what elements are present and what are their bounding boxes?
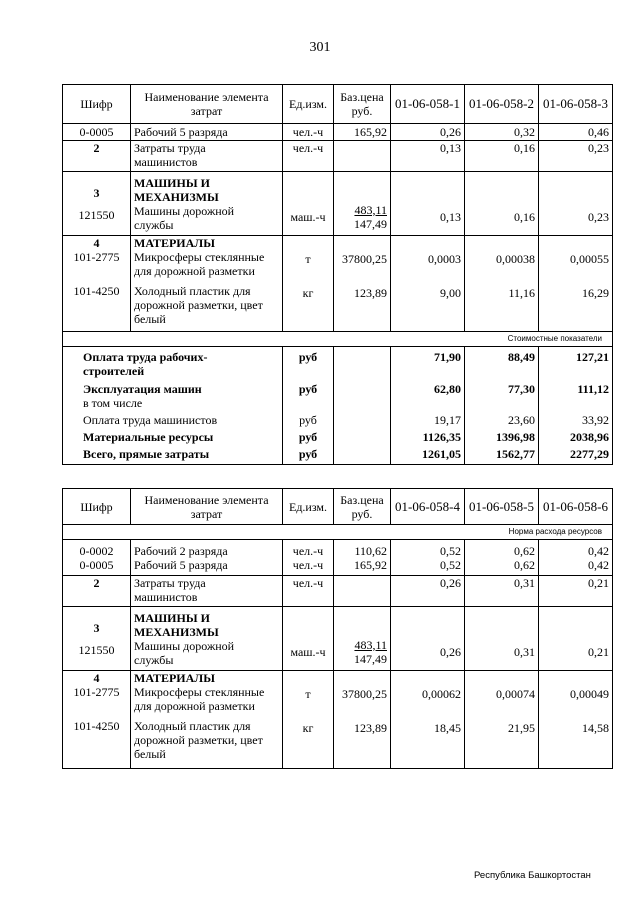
table-row [63, 576, 613, 607]
section-number: 4 [93, 671, 100, 685]
norm-note-row [63, 525, 613, 540]
summary-value: 71,90 [434, 350, 461, 364]
row-price: 165,92 [334, 124, 391, 141]
row-unit: чел.-ч [283, 124, 334, 141]
row-code: 2 [63, 576, 131, 607]
row-value-1: 0,13 [391, 141, 465, 172]
value-line: 0,0003 [428, 252, 461, 266]
value-line: 0,00074 [496, 687, 535, 701]
header-col-2: 01-06-058-2 [465, 85, 539, 124]
table-header-row [63, 489, 613, 525]
row-unit: маш.-ч [283, 172, 334, 236]
price-line: 483,11 [354, 637, 387, 652]
table-row [63, 607, 613, 671]
value-line: 16,29 [582, 286, 609, 300]
row-value-1 [391, 540, 465, 576]
summary-units [283, 347, 334, 465]
value-line: 9,00 [440, 286, 461, 300]
row-name-line: Микросферы стеклянные [134, 250, 265, 264]
price-line: 483,11 [354, 202, 387, 217]
summary-value: 77,30 [508, 382, 535, 396]
price-line: 165,92 [354, 557, 387, 572]
row-code [63, 172, 131, 236]
row-price [334, 540, 391, 576]
table-header-row [63, 85, 613, 124]
value-line: 18,45 [434, 721, 461, 735]
section-number: 3 [93, 185, 100, 200]
row-value-2: 0,32 [465, 124, 539, 141]
header-price: Баз.цена руб. [334, 489, 391, 525]
summary-col-1 [391, 347, 465, 465]
header-col-1: 01-06-058-4 [391, 489, 465, 525]
table-row [63, 141, 613, 172]
row-value-3: 0,46 [539, 124, 613, 141]
row-price [334, 576, 391, 607]
resource-code: 101-2775 [73, 685, 120, 699]
row-name-line: Затраты труда [134, 576, 206, 590]
row-name-line: Микросферы стеклянные [134, 685, 265, 699]
summary-value: 33,92 [582, 413, 609, 427]
cost-note: Стоимостные показатели [63, 332, 613, 347]
value-line: 21,95 [508, 721, 535, 735]
row-name-line: Холодный пластик для [134, 719, 251, 733]
row-code [63, 236, 131, 332]
unit-line: т [305, 687, 311, 701]
row-value-2 [465, 540, 539, 576]
header-name: Наименование элемента затрат [131, 489, 283, 525]
value-line: 14,58 [582, 721, 609, 735]
summary-col-2 [465, 347, 539, 465]
summary-value: 127,21 [576, 350, 609, 364]
header-price: Баз.цена руб. [334, 85, 391, 124]
section-title: МАШИНЫ И [134, 610, 210, 625]
price-line: 37800,25 [342, 252, 387, 266]
summary-value: 1261,05 [422, 447, 461, 461]
summary-value: 2038,96 [570, 430, 609, 444]
section-title: МАТЕРИАЛЫ [134, 671, 215, 685]
row-price [334, 236, 391, 332]
summary-col-3 [539, 347, 613, 465]
row-price [334, 172, 391, 236]
row-price [334, 607, 391, 671]
summary-value: 1396,98 [496, 430, 535, 444]
price-line: 123,89 [354, 286, 387, 300]
summary-names [63, 347, 283, 465]
summary-value: 1562,77 [496, 447, 535, 461]
value-line: 11,16 [508, 286, 535, 300]
section-number: 4 [93, 236, 100, 250]
row-value-2 [465, 671, 539, 769]
row-value-3: 0,21 [539, 607, 613, 671]
row-unit [283, 671, 334, 769]
row-value-2: 0,16 [465, 141, 539, 172]
table-row [63, 124, 613, 141]
summary-unit: руб [298, 447, 318, 461]
price-line: 147,49 [354, 216, 387, 231]
row-value-2: 0,31 [465, 576, 539, 607]
row-name-line: Машины дорожной [134, 203, 235, 218]
row-value-1: 0,26 [391, 576, 465, 607]
summary-unit: руб [298, 350, 318, 364]
summary-value: 62,80 [434, 382, 461, 396]
unit-line: чел.-ч [292, 543, 324, 558]
row-code: 2 [63, 141, 131, 172]
section-title: МЕХАНИЗМЫ [134, 189, 219, 204]
price-line: 37800,25 [342, 687, 387, 701]
resource-table-2 [62, 488, 613, 769]
row-name-line: машинистов [134, 590, 198, 604]
row-value-3 [539, 540, 613, 576]
footer-region: Республика Башкортостан [474, 870, 591, 881]
table-row [63, 172, 613, 236]
value-line: 0,00049 [570, 687, 609, 701]
row-value-1: 0,26 [391, 124, 465, 141]
value-line: 0,62 [514, 543, 535, 558]
row-name-line: Рабочий 2 разряда [134, 543, 228, 558]
section-title: МАТЕРИАЛЫ [134, 236, 215, 250]
row-code: 0-0005 [63, 124, 131, 141]
row-name-line: Машины дорожной [134, 638, 235, 653]
row-name-line: для дорожной разметки [134, 264, 255, 278]
value-line: 0,00038 [496, 252, 535, 266]
table-row [63, 540, 613, 576]
row-name [131, 172, 283, 236]
resource-code: 101-4250 [73, 284, 120, 298]
value-line: 0,42 [588, 557, 609, 572]
cost-note-row [63, 332, 613, 347]
resource-code: 121550 [78, 642, 115, 657]
header-col-2: 01-06-058-5 [465, 489, 539, 525]
row-price [334, 141, 391, 172]
table-row [63, 671, 613, 769]
row-unit: чел.-ч [283, 576, 334, 607]
resource-code: 101-4250 [73, 719, 120, 733]
unit-line: кг [302, 286, 314, 300]
row-value-3: 0,23 [539, 141, 613, 172]
value-line: 0,00062 [422, 687, 461, 701]
section-number: 3 [93, 620, 100, 635]
row-name: Рабочий 5 разряда [131, 124, 283, 141]
summary-label: строителей [83, 364, 145, 378]
row-name [131, 576, 283, 607]
row-value-1 [391, 671, 465, 769]
row-name-line: службы [134, 217, 174, 232]
row-name-line: службы [134, 652, 174, 667]
summary-label: Оплата труда рабочих- [83, 350, 208, 364]
resource-code: 121550 [78, 207, 115, 222]
resource-code: 101-2775 [73, 250, 120, 264]
row-unit: чел.-ч [283, 141, 334, 172]
summary-label: Оплата труда машинистов [83, 413, 218, 427]
row-unit [283, 540, 334, 576]
row-name [131, 141, 283, 172]
header-unit: Ед.изм. [283, 489, 334, 525]
summary-unit: руб [298, 382, 318, 396]
row-code [63, 671, 131, 769]
row-name-line: белый [134, 747, 166, 761]
header-col-1: 01-06-058-1 [391, 85, 465, 124]
unit-line: кг [302, 721, 314, 735]
page-number: 301 [309, 40, 331, 55]
row-name [131, 540, 283, 576]
row-name-line: Рабочий 5 разряда [134, 557, 228, 572]
summary-value: 19,17 [434, 413, 461, 427]
header-unit: Ед.изм. [283, 85, 334, 124]
header-code: Шифр [63, 489, 131, 525]
row-code [63, 607, 131, 671]
price-line: 110,62 [354, 543, 387, 558]
row-value-3 [539, 671, 613, 769]
row-value-2 [465, 236, 539, 332]
row-name [131, 236, 283, 332]
row-unit: маш.-ч [283, 607, 334, 671]
row-name-line: машинистов [134, 155, 198, 169]
price-line: 147,49 [354, 651, 387, 666]
row-value-2: 0,16 [465, 172, 539, 236]
summary-block [63, 347, 613, 465]
summary-label: Всего, прямые затраты [83, 447, 210, 461]
summary-unit: руб [298, 430, 318, 444]
price-line: 123,89 [354, 721, 387, 735]
row-name-line: дорожной разметки, цвет [134, 298, 263, 312]
row-name-line: Холодный пластик для [134, 284, 251, 298]
header-col-3: 01-06-058-3 [539, 85, 613, 124]
row-value-1: 0,13 [391, 172, 465, 236]
resource-code: 0-0002 [79, 543, 114, 558]
summary-value: 1126,35 [422, 430, 461, 444]
value-line: 0,52 [440, 543, 461, 558]
unit-line: чел.-ч [292, 557, 324, 572]
norm-note: Норма расхода ресурсов [63, 525, 613, 540]
section-title: МАШИНЫ И [134, 175, 210, 190]
resource-code: 0-0005 [79, 557, 114, 572]
value-line: 0,62 [514, 557, 535, 572]
summary-label: в том числе [83, 396, 143, 410]
header-name: Наименование элемента затрат [131, 85, 283, 124]
table-row [63, 236, 613, 332]
row-value-2: 0,31 [465, 607, 539, 671]
summary-value: 2277,29 [570, 447, 609, 461]
row-value-3 [539, 236, 613, 332]
row-name-line: Затраты труда [134, 141, 206, 155]
row-price [334, 671, 391, 769]
row-value-3: 0,23 [539, 172, 613, 236]
summary-value: 23,60 [508, 413, 535, 427]
value-line: 0,42 [588, 543, 609, 558]
row-name [131, 607, 283, 671]
row-value-3: 0,21 [539, 576, 613, 607]
header-col-3: 01-06-058-6 [539, 489, 613, 525]
summary-label: Материальные ресурсы [83, 430, 214, 444]
row-code [63, 540, 131, 576]
unit-line: т [305, 252, 311, 266]
section-title: МЕХАНИЗМЫ [134, 624, 219, 639]
value-line: 0,00055 [570, 252, 609, 266]
resource-table-1 [62, 84, 613, 465]
row-unit [283, 236, 334, 332]
summary-value: 88,49 [508, 350, 535, 364]
summary-unit: руб [299, 413, 317, 427]
row-value-1: 0,26 [391, 607, 465, 671]
row-value-1 [391, 236, 465, 332]
row-name [131, 671, 283, 769]
row-name-line: белый [134, 312, 166, 326]
row-name-line: дорожной разметки, цвет [134, 733, 263, 747]
summary-label: Эксплуатация машин [83, 382, 202, 396]
summary-value: 111,12 [577, 382, 609, 396]
header-code: Шифр [63, 85, 131, 124]
row-name-line: для дорожной разметки [134, 699, 255, 713]
summary-price-empty [334, 347, 391, 465]
value-line: 0,52 [440, 557, 461, 572]
